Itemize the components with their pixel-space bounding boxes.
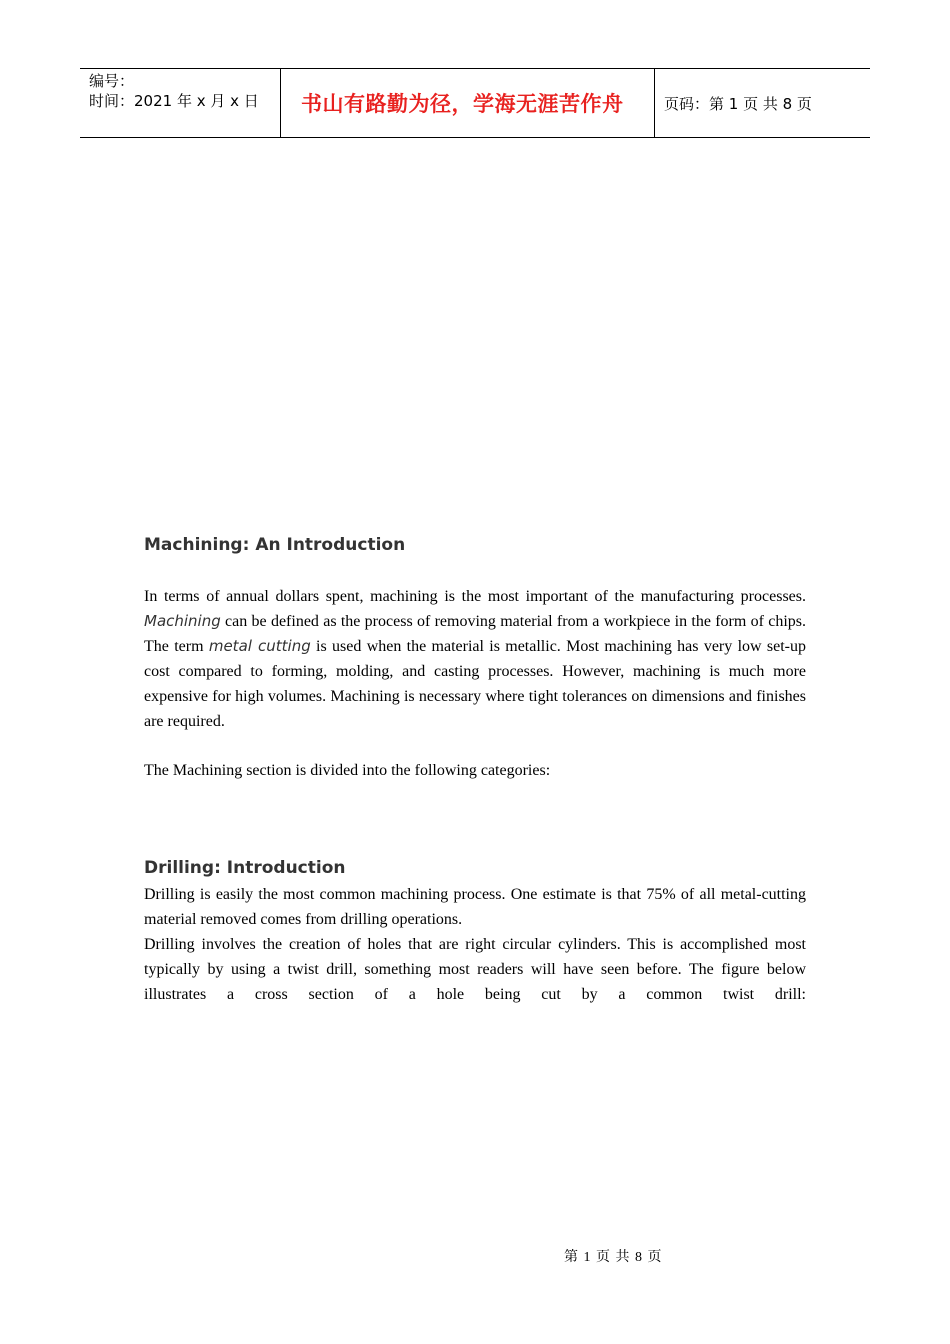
term-metal-cutting: metal cutting: [208, 637, 311, 655]
page-header: [80, 68, 870, 138]
document-date: 时间：2021 年 x 月 x 日: [89, 92, 259, 110]
term-machining: Machining: [144, 612, 221, 630]
machining-intro-paragraph: [144, 584, 806, 734]
header-motto: 书山有路勤为径，学海无涯苦作舟: [281, 69, 655, 137]
document-number-label: 编号：: [89, 72, 135, 90]
machining-categories-paragraph: The Machining section is divided into the following categories:: [144, 762, 551, 779]
section-title-drilling: Drilling: Introduction: [144, 858, 346, 878]
page-footer: 第 1 页 共 8 页: [564, 1250, 663, 1265]
drilling-paragraph-1: Drilling is easily the most common machining process. One estimate is that 75% of all metal-cutting material removed comes from drilling operations.: [144, 886, 806, 928]
paragraph-text: is used when the material is metallic. Most machining has very low set-up cost compared to forming, molding, and casting processes. However, machining is much more expensive for high volumes. Machining is necessary where tight tolerances on dimensions and finishes are required.: [144, 638, 807, 730]
paragraph-text: In terms of annual dollars spent, machining is the most important of the manufacturing processes.: [144, 588, 806, 605]
paragraph-text: can be defined as the process of removing material from a workpiece in the form of chips. The term: [144, 613, 806, 655]
header-page-info: 页码：第 1 页 共 8 页: [664, 94, 812, 113]
drilling-paragraph-2: Drilling involves the creation of holes that are right circular cylinders. This is accomplished most typically by using a twist drill, something most readers will have seen before. The figure below illustrates a cross section of a hole being cut by a common twist drill:: [144, 936, 806, 1003]
header-meta: [80, 69, 281, 137]
section-title-machining: Machining: An Introduction: [144, 535, 406, 555]
